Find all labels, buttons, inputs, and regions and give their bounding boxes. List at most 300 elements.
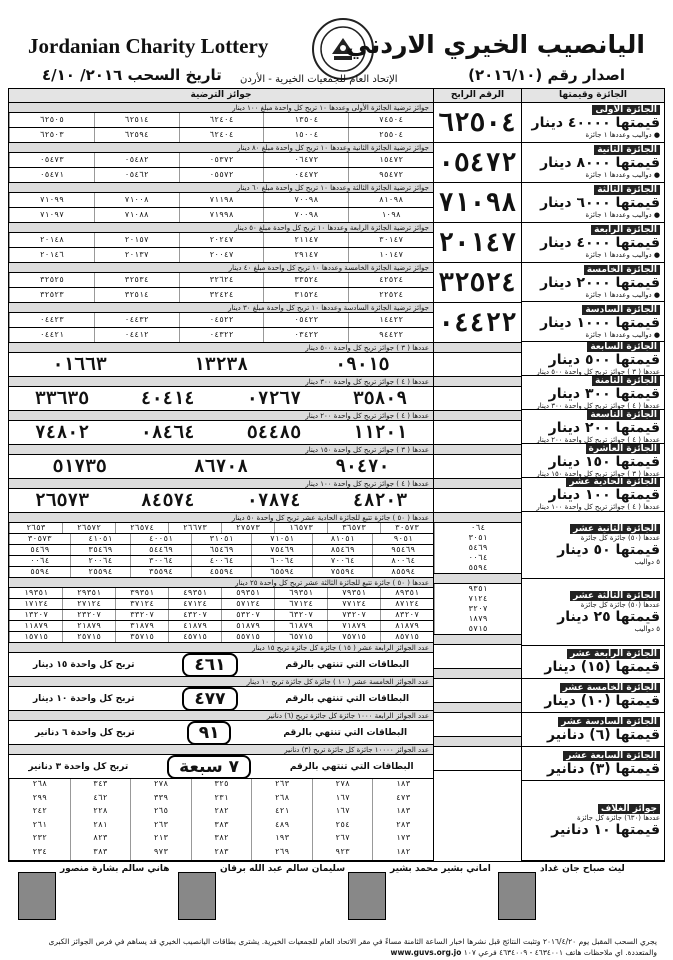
prize-number: ٦٠٠٦٤ <box>251 556 312 566</box>
prize-note: ● دواليب وعددها ١ جائزة <box>585 251 660 260</box>
mid-prize-numbers-cont <box>434 489 521 513</box>
winner-card <box>498 864 658 924</box>
prize-cell <box>522 183 664 223</box>
winner-photo <box>18 872 56 920</box>
prize-name: الجائزة التاسعة <box>587 410 660 419</box>
consolation-number: ٠٥٤٢٢ <box>263 313 348 327</box>
spacer <box>434 574 521 584</box>
column-header-consolation: جوائز الترضية <box>9 89 433 103</box>
consolation-number: ٣٢٤٢٤ <box>179 288 264 302</box>
prize-value: قيمتها ١٠٠٠ دينار <box>540 314 660 331</box>
mid-prize-numbers-cont <box>434 421 521 445</box>
prize-number: ٢٩٣٥١ <box>62 588 115 598</box>
prize-number: ٤١٠٥١ <box>70 534 131 544</box>
end-prize-lead: البطاقات التي تنتهي بالرقم <box>285 659 410 670</box>
prize-value: قيمتها ٤٠٠٠ دينار <box>540 235 660 252</box>
prize-row <box>9 556 433 567</box>
column-header-prizes: الجائزة وقيمتها <box>522 89 664 103</box>
cover-number: ٢٦٧ <box>312 833 373 847</box>
end-prize-row <box>9 653 433 677</box>
prize-name: الجائزة الخامسة عشر <box>560 683 660 693</box>
cover-number: ٣٨٢ <box>191 833 252 847</box>
mid-prize-numbers <box>9 387 433 411</box>
footer-note <box>16 936 657 958</box>
cover-number: ٢٢٨ <box>70 806 131 820</box>
cover-number: ٢٦٥ <box>130 806 191 820</box>
prize-name: الجائزة الرابعة عشر <box>567 649 660 659</box>
english-title: Jordanian Charity Lottery <box>28 34 269 58</box>
winner-card <box>178 864 346 924</box>
cover-number: ٣٣٩ <box>130 793 191 807</box>
prize-number: ١٦٥٧٣ <box>274 523 327 533</box>
prize-number: ١٧١٢٤ <box>9 599 62 609</box>
winning-number: ٢٦٥٧٣ <box>34 490 90 511</box>
website-link[interactable]: www.guvs.org.jo <box>390 948 462 957</box>
consolation-number: ٨١٠٩٨ <box>348 193 433 207</box>
prize-value: قيمتها ١٥٠ دينار <box>548 453 660 470</box>
prize-value: قيمتها ٣٠٠ دينار <box>548 385 660 402</box>
consolation-number: ٢٠١٤٨ <box>9 233 94 247</box>
prize-cell <box>522 143 664 183</box>
prize-number: ٧٣٢٠٧ <box>327 610 380 620</box>
consolation-number: ٧١٠٩٩ <box>9 193 94 207</box>
prize-number: ٥٥٩٤ <box>9 567 70 577</box>
prize-number: ٦٩٣٥١ <box>274 588 327 598</box>
prize-cell <box>522 781 664 861</box>
prize-number: ٢٦٥٧٤ <box>115 523 168 533</box>
footer <box>8 864 665 958</box>
prize-value: قيمتها ١٠٠ دينار <box>548 487 660 504</box>
cover-number: ٢٥٤ <box>312 820 373 834</box>
winner-name: اماني بشير محمد بشير <box>390 864 491 874</box>
consolation-row <box>9 328 433 343</box>
prize-cell <box>522 478 664 512</box>
consolation-note: جوائز ترضية الجائزة السادسة وعددها ١٠ تربح كل واحدة مبلغ ٣٠ دينار <box>9 303 433 313</box>
prize-name: الجائزة الثامنة <box>592 376 660 385</box>
consolation-number: ١٥٤٧٢ <box>348 153 433 167</box>
prize-number: ٥٥٧١٥ <box>221 632 274 642</box>
cover-number: ١٨٣ <box>372 806 433 820</box>
cover-number: ١٩٣ <box>251 833 312 847</box>
consolation-number: ٢٠٠٤٧ <box>179 248 264 262</box>
end-prize-trail: تربح كل واحدة ٣ دنانير <box>28 761 129 772</box>
winner-name: سليمان سالم عبد الله برقان <box>220 864 346 874</box>
prize-number: ٦٥٧١٥ <box>274 632 327 642</box>
cover-number: ٤٧٣ <box>372 793 433 807</box>
end-prize-lead: البطاقات التي تنتهي بالرقم <box>283 727 408 738</box>
consolation-number: ١٥٠٠٤ <box>263 128 348 142</box>
consolation-row <box>9 208 433 223</box>
consolation-note: جوائز ترضية الجائزة الأولى وعددها ١٠ تربح كل واحدة مبلغ ١٠٠ دينار <box>9 103 433 113</box>
prize-number: ٧٩٣٥١ <box>327 588 380 598</box>
cover-number: ٢٨٣ <box>372 820 433 834</box>
cover-number: ٢٦٩ <box>251 847 312 861</box>
prize-number: ٢٣٢٠٧ <box>62 610 115 620</box>
prize-number: ٧٥٥٩٤ <box>312 567 373 577</box>
mid-prize-numbers <box>9 489 433 513</box>
prize-number: ٩٥٤٦٩ <box>372 545 433 555</box>
winning-number: ٠٧٢٦٧ <box>246 388 302 409</box>
winning-number: ٢٠١٤٧ <box>434 223 521 263</box>
cover-number: ٢٤٢ <box>9 806 70 820</box>
prize-number: ٤٥٥٩٤ <box>191 567 252 577</box>
cover-number: ٢٦٨ <box>9 779 70 793</box>
prize-value: قيمتها ١٠ دنانير <box>551 821 660 838</box>
consolation-note: جوائز ترضية الجائزة الخامسة وعددها ١٠ تربح كل واحدة مبلغ ٤٠ دينار <box>9 263 433 273</box>
prize-number: ١٩٣٥١ <box>9 588 62 598</box>
prize-number: ٤٠٠٥١ <box>130 534 191 544</box>
prize-count: عددها (٥٠) جائزة كل جائزة <box>580 600 660 609</box>
consolation-number: ٩٥٤٧٢ <box>348 168 433 182</box>
ending-number: ٧١٢٤ <box>434 594 521 604</box>
prize-number: ٤٧١٢٤ <box>168 599 221 609</box>
prize-number: ٥٤٤٦٩ <box>130 545 191 555</box>
spacer <box>434 669 521 679</box>
consolation-number: ٠٥٤٧١ <box>9 168 94 182</box>
prize-cell <box>522 103 664 143</box>
consolation-number: ٧١٩٩٨ <box>179 208 264 222</box>
consolation-number: ٦٢٥٠٣ <box>9 128 94 142</box>
prize-value: قيمتها ٢٥ دينار <box>557 608 660 625</box>
prize-cell <box>522 376 664 410</box>
end-prize-number: ٤٧٧ <box>182 687 237 711</box>
prize-number: ٣٠٥٧٣ <box>9 534 70 544</box>
prize-number: ٧٠٠٦٤ <box>312 556 373 566</box>
union-name: الإتحاد العام للجمعيات الخيرية - الأردن <box>240 74 398 85</box>
prize-name: جوائز الغلاف <box>598 804 660 814</box>
prize-value: قيمتها ٥٠٠ دينار <box>548 351 660 368</box>
prize-number: ٢٦٦٧٣ <box>168 523 221 533</box>
prize-name: الجائزة الثانية <box>594 145 660 155</box>
prize-value: قيمتها ٢٠٠٠ دينار <box>540 275 660 291</box>
consolation-number: ٠٤٤٧٢ <box>263 168 348 182</box>
winning-number: ٥١٧٣٥ <box>52 456 107 477</box>
consolation-number: ٢٠١٥٧ <box>94 233 179 247</box>
prize-number: ٨٩٣٥١ <box>380 588 433 598</box>
prize-row <box>9 523 433 534</box>
cover-number: ٢٨٢ <box>191 806 252 820</box>
prize-value: قيمتها ٥٠ دينار <box>557 541 660 558</box>
prize-number: ٨٥٧١٥ <box>380 632 433 642</box>
end-prize-row <box>9 721 433 745</box>
consolation-number: ٣٣٥٢٤ <box>263 273 348 287</box>
consolation-number: ٢٠١٣٧ <box>94 248 179 262</box>
prize-row <box>9 588 433 599</box>
prize-number: ٣٣٢٠٧ <box>115 610 168 620</box>
spacer <box>434 513 521 523</box>
end-prize-trail: تربح كل واحدة ١٥ دينار <box>32 659 135 670</box>
cover-number: ٢٦١ <box>9 820 70 834</box>
consolation-row <box>9 313 433 328</box>
consolation-number: ٠٥٥٧٢ <box>179 168 264 182</box>
spacer <box>434 411 521 421</box>
prize-number: ٠٠٦٤ <box>9 556 70 566</box>
prize-note: عددها ( ٤ ) جوائز تربح كل واحدة ٢٠٠ دينار <box>536 435 660 444</box>
end-prize-number: ٤٦١ <box>182 653 237 677</box>
consolation-number: ٦٢٥٩٤ <box>94 128 179 142</box>
prize-group-note: عددها ( ٤ ) جوائز تربح كل واحدة ٣٠٠ دينار <box>9 377 433 387</box>
cover-number: ٢٦٨ <box>251 793 312 807</box>
cover-number: ٨٢٣ <box>70 833 131 847</box>
ending-number: ٥٧١٥ <box>434 624 521 634</box>
prize-name: الجائزة الثانية عشر <box>570 524 660 534</box>
cover-number: ١٨٣ <box>372 779 433 793</box>
winning-number: ٣٣٦٣٥ <box>34 388 90 409</box>
winning-number: ١١٢٠١ <box>352 422 408 443</box>
consolation-number: ٦٢٤٠٤ <box>179 128 264 142</box>
cover-number: ١٧٣ <box>372 833 433 847</box>
prize-group-note: عددها ( ٤ ) جوائز تربح كل واحدة ١٠٠ دينار <box>9 479 433 489</box>
prize-row <box>9 567 433 578</box>
prize-number: ٢٧٥٧٣ <box>221 523 274 533</box>
footer-text: يجري السحب المقبل يوم ٢٠١٦/٤/٢٠ وتثبت النتائج قبل نشرها اخبار الساعة الثامنة مساءً في مقر الاتحاد العام للجمعيات الخيرية. يشترى بطاقات اليانصيب الخيري قد يساهم في فرص الجوائز الكبرى والمتعددة. اي ملاحظات هاتف ٤٦٣٤٠٠١ - ٤٦٣٤٠٠٩ فرعي ١٠٧ <box>48 937 657 957</box>
prize-row <box>9 545 433 556</box>
prize-number: ٦٥٥٩٤ <box>251 567 312 577</box>
prize-number: ٢٧١٢٤ <box>62 599 115 609</box>
consolation-number: ٢١١٤٧ <box>263 233 348 247</box>
prize-row <box>9 621 433 632</box>
prize-number: ٣٥٧١٥ <box>115 632 168 642</box>
prize-row <box>9 632 433 643</box>
prize-value: قيمتها ٨٠٠٠ دينار <box>540 155 660 172</box>
end-prize-number: ٧ سبعة <box>167 755 251 779</box>
cover-number: ٢٧٨ <box>130 779 191 793</box>
prize-number: ٦٣٢٠٧ <box>274 610 327 620</box>
consolation-number: ٧١٠٠٨ <box>94 193 179 207</box>
winning-number: ٧١٠٩٨ <box>434 183 521 223</box>
end-prize-lead: البطاقات التي تنتهي بالرقم <box>289 761 414 772</box>
arabic-title: اليانصيب الخيري الاردني <box>345 30 645 59</box>
consolation-row <box>9 288 433 303</box>
prize-cell <box>522 410 664 444</box>
prize-name: الجائزة السابعة عشر <box>563 751 660 761</box>
consolation-number: ٠٤٤٣٢ <box>94 313 179 327</box>
prize-number: ٥٤٦٩ <box>9 545 70 555</box>
prize-number: ٧١٨٧٩ <box>327 621 380 631</box>
prize-cell <box>522 512 664 579</box>
prize-number: ١٣٢٠٧ <box>9 610 62 620</box>
cover-number: ٢٦٣ <box>251 779 312 793</box>
cover-number: ٢١٣ <box>130 833 191 847</box>
prize-number: ٤٥٧١٥ <box>168 632 221 642</box>
ending-number: ٣٢٠٧ <box>434 604 521 614</box>
prize-number: ٨٧١٢٤ <box>380 599 433 609</box>
prize-number: ٨٥٤٦٩ <box>312 545 373 555</box>
prize-group-note: عددها ( ٥٠ ) جائزة تتبع للجائزة الثالثة عشر تربح كل واحدة ٢٥ دينار <box>9 578 433 588</box>
prize-value: قيمتها ٦٠٠٠ دينار <box>540 195 660 212</box>
prize-name: الجائزة السادسة <box>582 305 660 315</box>
winning-number: ٦٢٥٠٤ <box>434 103 521 143</box>
consolation-column <box>9 89 433 861</box>
consolation-number: ٣١٥٢٤ <box>263 288 348 302</box>
consolation-number: ١٤٤٢٢ <box>348 313 433 327</box>
winner-name: هاني سالم بشارة منصور <box>60 864 170 874</box>
prize-number: ٦٥٤٦٩ <box>191 545 252 555</box>
cover-number: ٢٧٨ <box>312 779 373 793</box>
prize-number: ٧١٠٥١ <box>251 534 312 544</box>
consolation-number: ٧١٠٨٨ <box>94 208 179 222</box>
consolation-number: ٣٢٥٢٣ <box>9 288 94 302</box>
end-prize-cont <box>434 645 521 669</box>
prize-number: ٢٠٠٦٤ <box>70 556 131 566</box>
prize-number: ٥٣٢٠٧ <box>221 610 274 620</box>
consolation-number: ٢٩١٤٧ <box>263 248 348 262</box>
winning-endings <box>434 584 521 635</box>
prize-number: ٨٣٢٠٧ <box>380 610 433 620</box>
prize-group-note: عدد الجوائز الخامسة عشر ( ١٠ ) جائزة كل جائزة تربح ١٠ دينار <box>9 677 433 687</box>
consolation-number: ٣٠١٤٧ <box>348 233 433 247</box>
prize-number: ٣٩٣٥١ <box>115 588 168 598</box>
winning-number: ٨٤٥٧٤ <box>140 490 196 511</box>
prize-note: ● دواليب وعددها ١ جائزة <box>585 291 660 299</box>
winning-number: ٧٤٨٠٢ <box>34 422 90 443</box>
cover-number: ٩٢٣ <box>312 847 373 861</box>
ending-number: ٩٣٥١ <box>434 584 521 594</box>
prize-name: الجائزة الرابعة <box>591 225 660 235</box>
consolation-number: ٠٤٣٢٢ <box>179 328 264 342</box>
winner-name: ليث صباح جان غداد <box>540 864 625 874</box>
prize-group-note: عددها ( ٤ ) جوائز تربح كل واحدة ٢٠٠ دينار <box>9 411 433 421</box>
winning-endings <box>434 523 521 574</box>
prize-note: ● دواليب وعددها ١ جائزة <box>585 330 660 339</box>
prize-number: ٤٠٠٦٤ <box>191 556 252 566</box>
prize-note: ● دواليب وعددها ١ جائزة <box>585 131 660 140</box>
prize-number: ٤١٨٧٩ <box>168 621 221 631</box>
winning-number: ٠٨٤٦٤ <box>140 422 196 443</box>
winning-number: ٨٦٧٠٨ <box>193 456 249 477</box>
consolation-note: جوائز ترضية الجائزة الرابعة وعددها ١٠ تربح كل واحدة مبلغ ٥٠ دينار <box>9 223 433 233</box>
cover-number: ٢٣٢ <box>9 833 70 847</box>
consolation-row <box>9 193 433 208</box>
consolation-number: ٠٥٤٦٢ <box>94 168 179 182</box>
prize-value: قيمتها (١٠) دينار <box>544 692 660 709</box>
mid-prize-numbers-cont <box>434 455 521 479</box>
ending-number: ٠٠٦٤ <box>434 553 521 563</box>
winner-photo <box>178 872 216 920</box>
consolation-number: ٠٥٤٨٢ <box>94 153 179 167</box>
ending-number: ٣٠٥١ <box>434 533 521 543</box>
winning-number: ٠٥٤٧٢ <box>434 143 521 183</box>
draw-date: تاريخ السحب ٢٠١٦/ ٤/١٠ <box>42 66 222 84</box>
consolation-number: ٣٢٥٣٤ <box>94 273 179 287</box>
consolation-note: جوائز ترضية الجائزة الثالثة وعددها ١٠ تربح كل واحدة مبلغ ٦٠ دينار <box>9 183 433 193</box>
prize-row <box>9 610 433 621</box>
prize-number: ٣٥٥٩٤ <box>130 567 191 577</box>
cover-number: ٢٩٩ <box>9 793 70 807</box>
consolation-number: ٤٢٥٢٤ <box>348 273 433 287</box>
prize-note: ● دواليب وعددها ١ جائزة <box>585 211 660 220</box>
prize-note: عددها ( ٤ ) جوائز تربح كل واحدة ١٠٠ دينار <box>536 503 660 512</box>
prize-number: ٦١٨٧٩ <box>274 621 327 631</box>
consolation-number: ١٠١٤٧ <box>348 248 433 262</box>
winner-photo <box>348 872 386 920</box>
winning-number: ٠٤٤٢٢ <box>434 303 521 343</box>
prize-number: ٨٥٥٩٤ <box>372 567 433 577</box>
consolation-number: ٧٤٥٠٤ <box>348 113 433 127</box>
end-prize-cont <box>434 679 521 703</box>
header <box>8 6 665 88</box>
end-prize-cont <box>434 747 521 771</box>
cover-number: ٤٦٢ <box>70 793 131 807</box>
end-prize-lead: البطاقات التي تنتهي بالرقم <box>285 693 410 704</box>
mid-prize-numbers <box>9 455 433 479</box>
prize-row <box>9 534 433 545</box>
consolation-number: ٢٠٢٤٧ <box>179 233 264 247</box>
prize-number: ٧٥٧١٥ <box>327 632 380 642</box>
winning-number: ٩٠٤٧٠ <box>335 456 390 477</box>
prize-number: ٣٠٥٧٣ <box>380 523 433 533</box>
prize-name: الجائزة السابعة <box>587 342 660 351</box>
prize-group-note: عددها ( ٥٠ ) جائزة تتبع للجائزة الحادية عشر تربح كل واحدة ٥٠ دينار <box>9 513 433 523</box>
prize-note: ٥ دواليب <box>634 624 660 633</box>
prize-group-note: عدد الجوائز ١٠٠٠٠ جائزة كل جائزة تربح (٣) دنانير <box>9 745 433 755</box>
prize-number: ٦٧١٢٤ <box>274 599 327 609</box>
prize-number: ٣١٠٥١ <box>191 534 252 544</box>
prize-cell <box>522 263 664 303</box>
prize-number: ٩٠٥١ <box>372 534 433 544</box>
end-prize-row <box>9 687 433 711</box>
prize-note: عددها ( ٣ ) جوائز تربح كل واحدة ٥٠٠ دينار <box>536 367 660 376</box>
prize-number: ٣٧١٢٤ <box>115 599 168 609</box>
prize-note: عددها ( ٤ ) جوائز تربح كل واحدة ٣٠٠ دينار <box>536 401 660 410</box>
consolation-row <box>9 153 433 168</box>
prize-cell <box>522 713 664 747</box>
consolation-number: ٠٥٣٧٢ <box>179 153 264 167</box>
consolation-row <box>9 233 433 248</box>
prize-number: ٤٩٣٥١ <box>168 588 221 598</box>
consolation-number: ٧٠٠٩٨ <box>263 208 348 222</box>
end-prize-row <box>9 755 433 779</box>
end-prize-cont <box>434 713 521 737</box>
cover-number: ٢٣٤ <box>9 847 70 861</box>
prize-cell <box>522 302 664 342</box>
winning-number-column <box>433 89 521 861</box>
prize-row <box>9 599 433 610</box>
consolation-number: ٧١١٩٨ <box>179 193 264 207</box>
cover-number: ٣٨٣ <box>191 820 252 834</box>
consolation-row <box>9 273 433 288</box>
cover-number: ٩٧٣ <box>130 847 191 861</box>
cover-number: ٢٣١ <box>191 793 252 807</box>
prize-count: عددها (٦٣٠) جائزة كل جائزة <box>577 813 660 822</box>
prize-number: ٧٧١٢٤ <box>327 599 380 609</box>
spacer <box>434 445 521 455</box>
consolation-number: ٦٢٥٠٥ <box>9 113 94 127</box>
winning-number: ٠١٦٦٣ <box>52 354 107 375</box>
issue-number: اصدار رقم (٢٠١٦/١٠) <box>468 66 625 84</box>
results-table <box>8 88 665 862</box>
prize-group-note: عدد الجوائز الرابعة ١٠٠٠ جائزة كل جائزة تربح (٦) دنانير <box>9 711 433 721</box>
consolation-number: ٩٤٤٢٢ <box>348 328 433 342</box>
spacer <box>434 635 521 645</box>
prize-value: قيمتها (٣) دنانير <box>547 760 660 777</box>
prize-group-note: عددها ( ٣ ) جوائز تربح كل واحدة ١٥٠ دينار <box>9 445 433 455</box>
winner-card <box>18 864 178 924</box>
cover-prize-spacer <box>434 771 521 861</box>
winning-number: ٥٤٤٨٥ <box>246 422 302 443</box>
prize-number: ٥١٨٧٩ <box>221 621 274 631</box>
consolation-number: ٠٦٤٧٢ <box>263 153 348 167</box>
prize-number: ٧٥٤٦٩ <box>251 545 312 555</box>
consolation-number: ٢٢٥٢٤ <box>348 288 433 302</box>
spacer <box>434 737 521 747</box>
prize-note: عددها ( ٣ ) جوائز تربح كل واحدة ١٥٠ دينار <box>536 469 660 478</box>
prize-name: الجائزة العاشرة <box>586 444 660 453</box>
prize-column <box>521 89 664 861</box>
consolation-number: ١٣٥٠٤ <box>263 113 348 127</box>
prize-name: الجائزة السادسة عشر <box>558 717 660 727</box>
consolation-number: ٢٠١٤٦ <box>9 248 94 262</box>
